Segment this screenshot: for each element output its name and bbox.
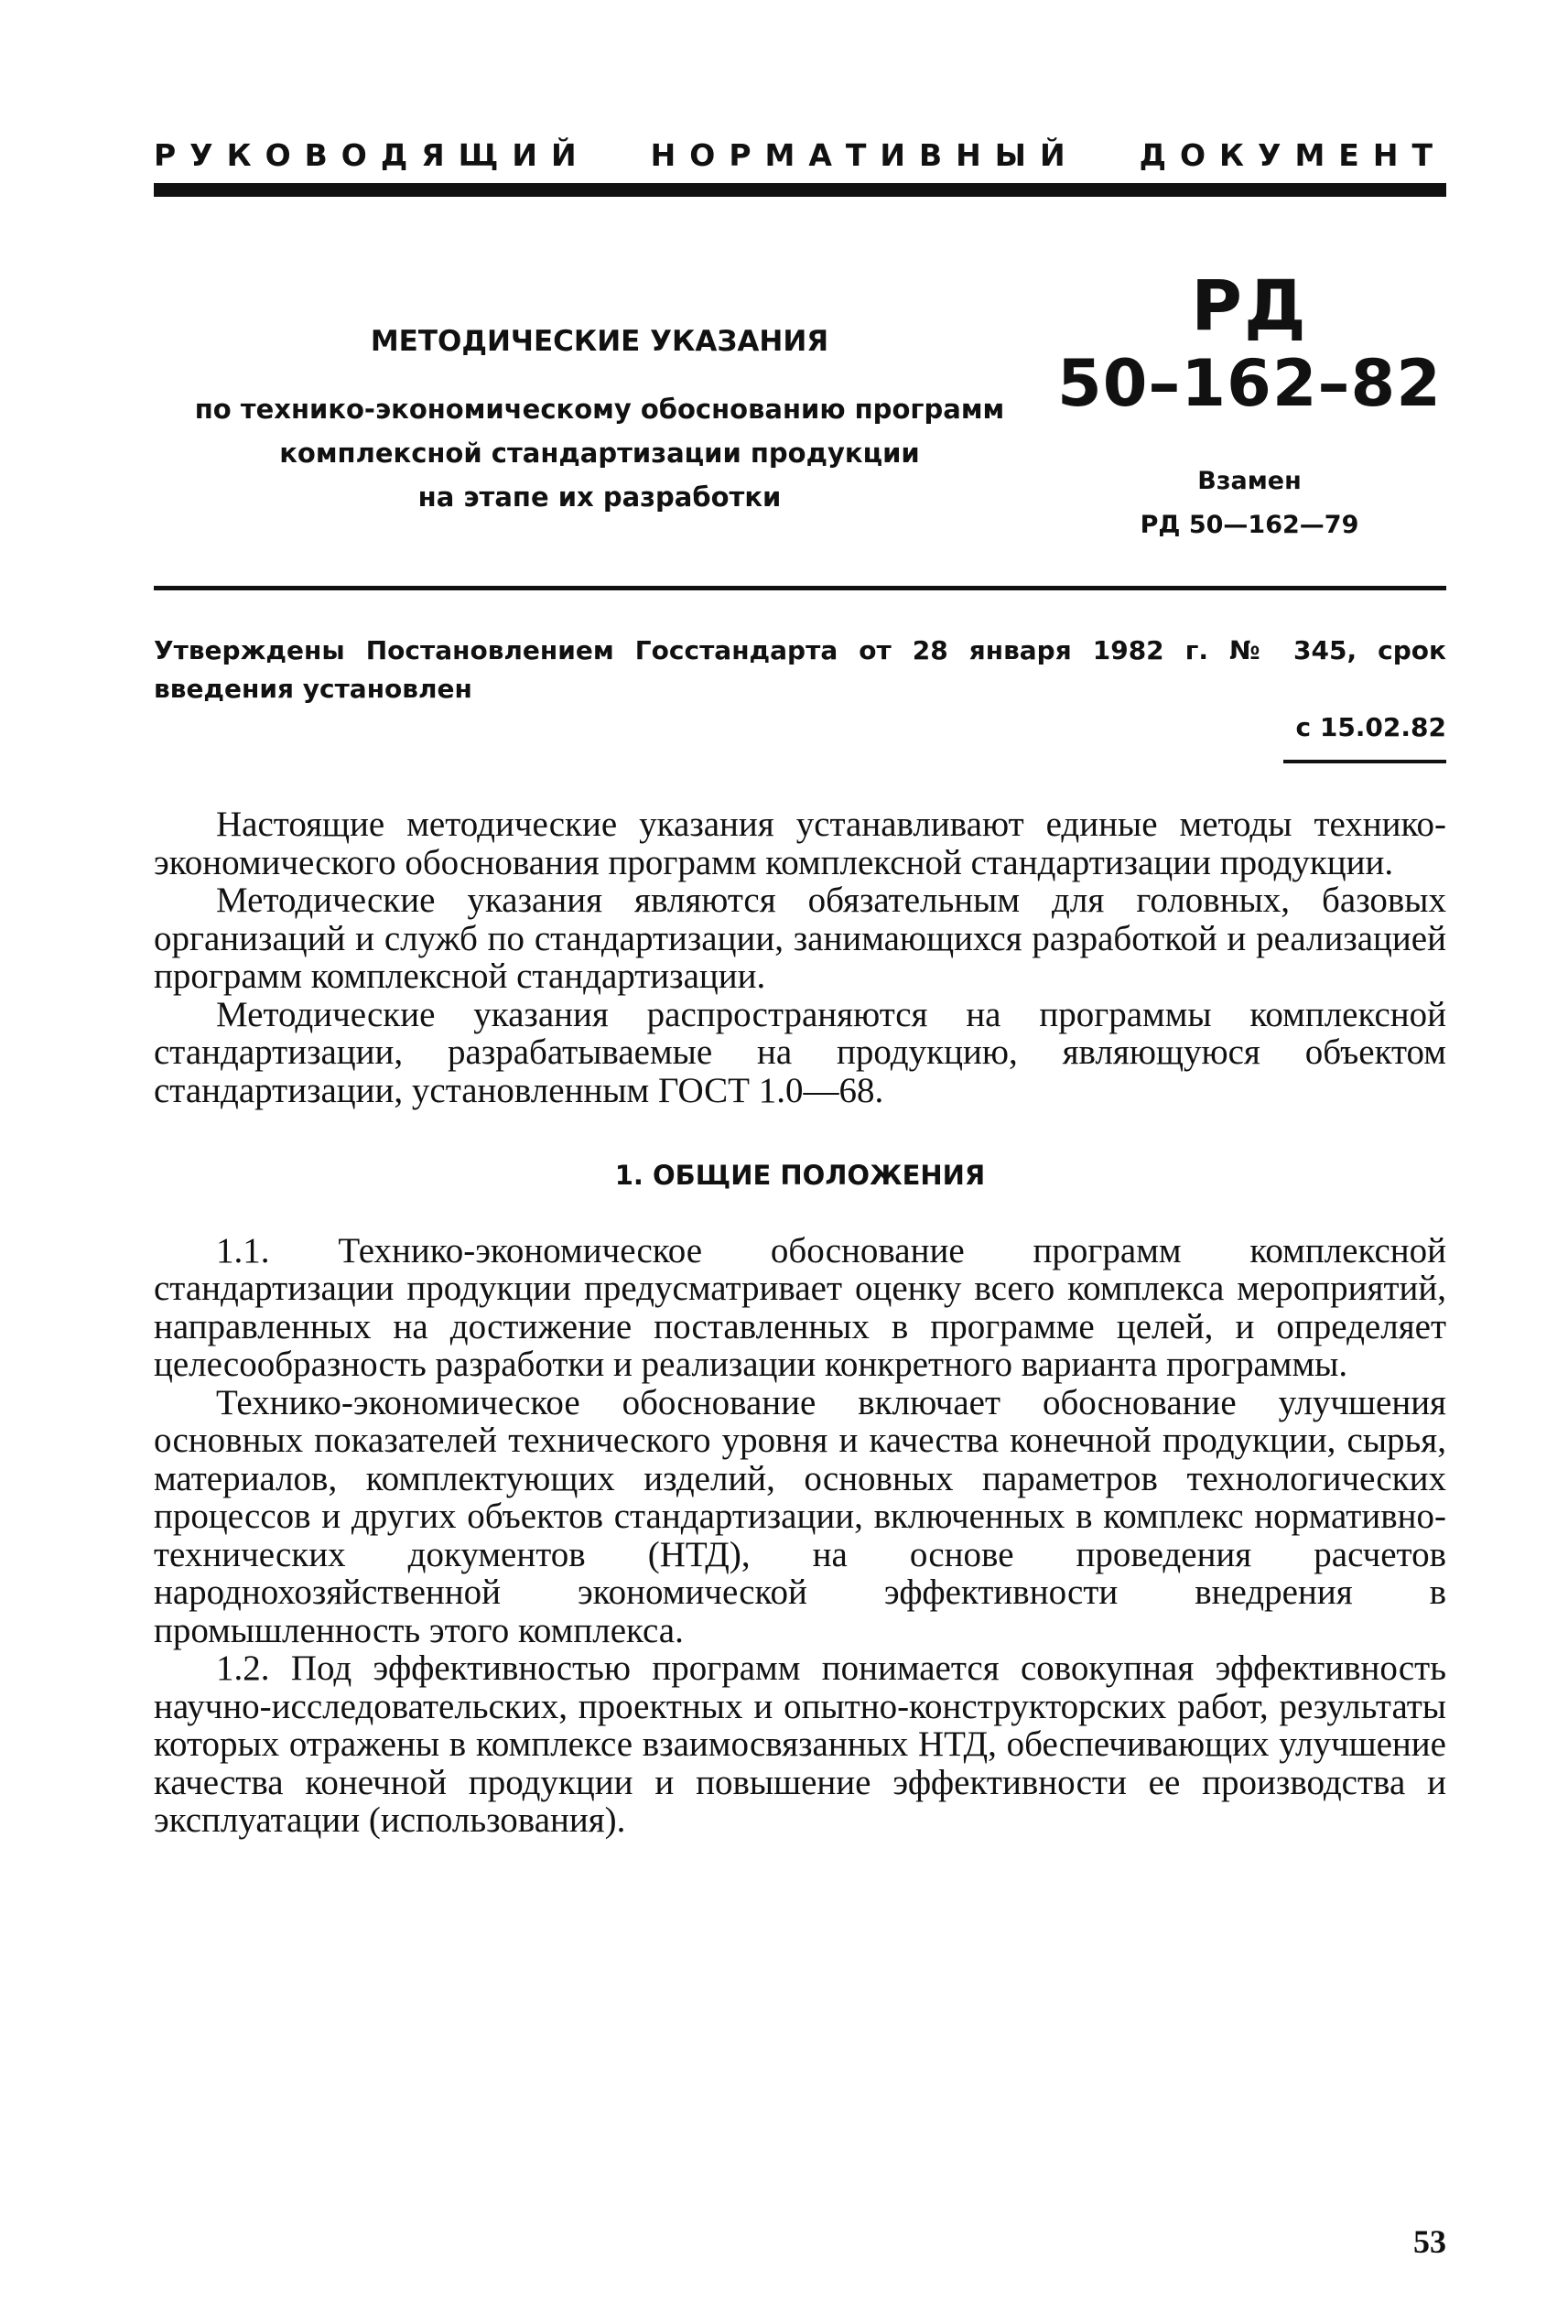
header-divider <box>154 586 1446 590</box>
document-code-block <box>1053 267 1446 549</box>
page-number: 53 <box>1413 2223 1446 2260</box>
document-title-block <box>192 325 1007 519</box>
document-type-banner <box>154 137 1446 173</box>
intro-paragraph: Методические указания являются обязательным для головных, базовых организаций и служб по стандартизации, занимающихся разработкой и реализацией программ комплексной стандартизации. <box>154 881 1446 996</box>
intro-paragraph: Методические указания распространяются на программы комплексной стандартизации, разрабатываемые на продукцию, являющуюся объектом стандартизации, установленным ГОСТ 1.0—68. <box>154 994 1446 1110</box>
banner-word-1: РУКОВОДЯЩИЙ <box>154 137 590 173</box>
document-code-prefix: РД <box>1191 265 1308 346</box>
banner-rule <box>154 183 1446 197</box>
section-paragraph: Технико-экономическое обоснование включает обоснование улучшения основных показателей технического уровня и качества конечной продукции, сырья, материалов, комплектующих изделий, основных параметров технологических процессов и других объектов стандартизации, включенных в комплекс нормативно-технических документов (НТД), на основе проведения расчетов народнохозяйственной экономической эффективности внедрения в промышленность этого комплекса. <box>154 1382 1446 1650</box>
section-heading: 1. ОБЩИЕ ПОЛОЖЕНИЯ <box>614 1160 986 1191</box>
document-subtitle-line-3: на этапе их разработки <box>417 481 782 513</box>
section-paragraph: 1.2. Под эффективностью программ понимается совокупная эффективность научно-исследовательских, проектных и опытно-конструкторских работ, результаты которых отражены в комплексе взаимосвязанных НТД, обеспечивающих улучшение качества конечной продукции и повышение эффективности ее производства и эксплуатации (использования). <box>154 1648 1446 1840</box>
document-code-number: 50–162–82 <box>1057 346 1442 421</box>
body-text <box>154 805 1446 1840</box>
approval-line-1: Утверждены Постановлением Госстандарта от 28 января 1982 г. № 345, срок <box>154 635 1446 665</box>
replaces-label: Взамен <box>1197 467 1302 495</box>
document-subtitle-line-1: по технико-экономическому обоснованию программ <box>194 394 1005 425</box>
section-paragraph: 1.1. Технико-экономическое обоснование программ комплексной стандартизации продукции предусматривает оценку всего комплекса мероприятий, направленных на достижение поставленных в программе целей, и определяет целесообразность разработки и реализации конкретного варианта программы. <box>154 1230 1446 1384</box>
replaces-number: РД 50—162—79 <box>1140 511 1359 539</box>
document-subtitle-line-2: комплексной стандартизации продукции <box>279 438 920 469</box>
approval-line-2: введения установлен <box>154 674 472 704</box>
date-underline <box>1283 760 1446 763</box>
banner-word-3: ДОКУМЕНТ <box>1139 137 1446 173</box>
approval-statement <box>154 632 1446 708</box>
document-title: МЕТОДИЧЕСКИЕ УКАЗАНИЯ <box>370 325 829 358</box>
effective-date: с 15.02.82 <box>1295 712 1446 742</box>
banner-word-2: НОРМАТИВНЫЙ <box>650 137 1079 173</box>
intro-paragraph: Настоящие методические указания устанавливают единые методы технико-экономического обоснования программ комплексной стандартизации продукции. <box>154 805 1446 882</box>
